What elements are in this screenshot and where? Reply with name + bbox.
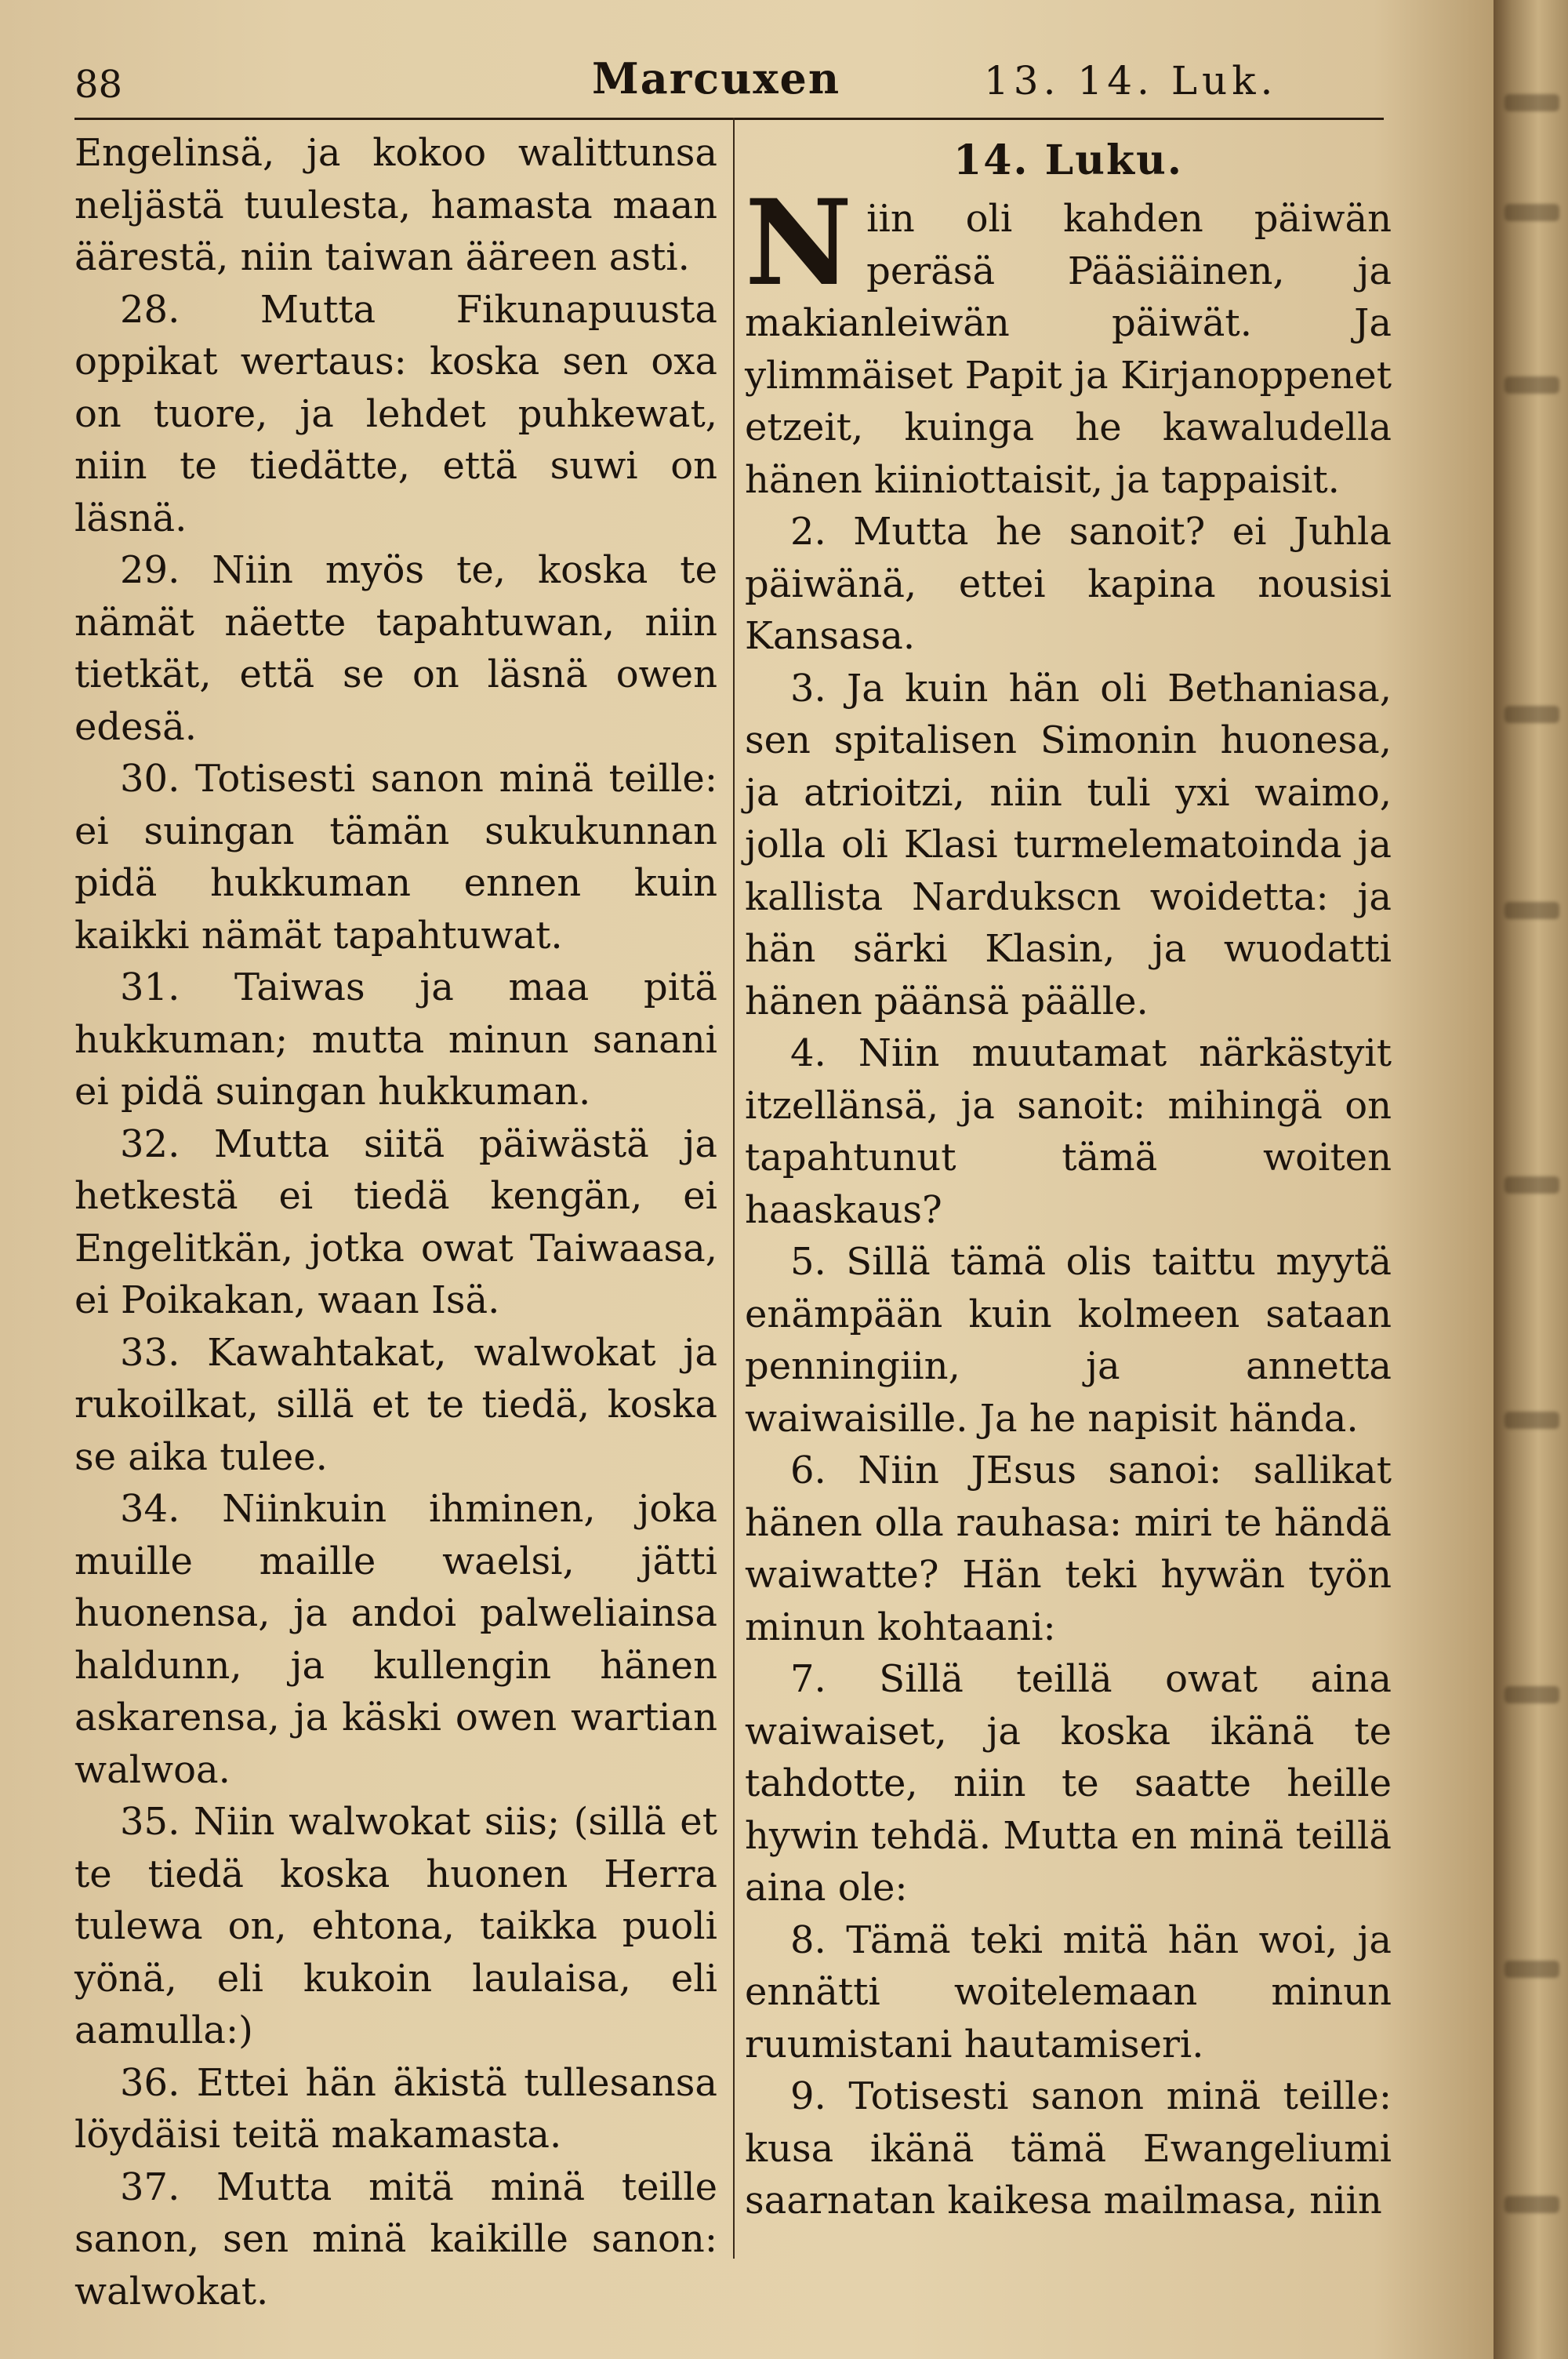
- verse-32: 32. Mutta siitä päiwästä ja hetkestä ei tiedä kengän, ei Engelitkän, jotka owat Taiwaasa, ei Poikakan, waan Isä.: [74, 1121, 717, 1322]
- header-rule: [74, 118, 1384, 120]
- bleed-through-mark: [1504, 2196, 1559, 2213]
- facing-page-edge: [1494, 0, 1568, 2359]
- chapter-opening: [745, 174, 1392, 506]
- verse-9: 9. Totisesti sanon minä teille: kusa ikänä tämä Ewangeliumi saarnatan kaikesa mailmasa, niin: [745, 2074, 1392, 2223]
- bleed-through-mark: [1504, 1686, 1559, 1703]
- verse-30: 30. Totisesti sanon minä teille: ei suingan tämän sukukunnan pidä hukkuman ennen kuin kaikki nämät tapahtuwat.: [74, 757, 717, 958]
- verse-37: 37. Mutta mitä minä teille sanon, sen minä kaikille sanon: walwokat.: [74, 2165, 717, 2314]
- verse-4: 4. Niin muutamat närkästyit itzellänsä, ja sanoit: mihingä on tapahtunut tämä woiten haaskaus?: [745, 1031, 1392, 1232]
- verse-6: 6. Niin JEsus sanoi: sallikat hänen olla rauhasa: miri te händä waiwatte? Hän teki hywän työn minun kohtaani:: [745, 1448, 1392, 1649]
- verse-29: 29. Niin myös te, koska te nämät näette tapahtuwan, niin tietkät, että se on läsnä owen edesä.: [74, 548, 717, 749]
- opening-text: iin oli kahden päiwän peräsä Pääsiäinen, ja makianleiwän päiwät. Ja ylimmäiset Papit ja Kirjanoppenet etzeit, kuinga he kawaludella hänen kiiniottaisit, ja tappaisit.: [745, 197, 1392, 502]
- bleed-through-mark: [1504, 1176, 1559, 1194]
- left-column: [74, 127, 717, 2317]
- bleed-through-mark: [1504, 1961, 1559, 1978]
- column-divider: [733, 118, 735, 2259]
- bleed-through-mark: [1504, 706, 1559, 723]
- verse-35: 35. Niin walwokat siis; (sillä et te tiedä koska huonen Herra tulewa on, ehtona, taikka puoli yönä, eli kukoin laulaisa, eli aamulla:): [74, 1800, 717, 2052]
- page-number: 88: [74, 63, 123, 107]
- verse-2: 2. Mutta he sanoit? ei Juhla päiwänä, ettei kapina nousisi Kansasa.: [745, 510, 1392, 658]
- bleed-through-mark: [1504, 1412, 1559, 1429]
- verse-36: 36. Ettei hän äkistä tullesansa löydäisi teitä makamasta.: [74, 2060, 717, 2157]
- verse-33: 33. Kawahtakat, walwokat ja rukoilkat, sillä et te tiedä, koska se aika tulee.: [74, 1330, 717, 1479]
- bleed-through-mark: [1504, 204, 1559, 221]
- bleed-through-mark: [1504, 376, 1559, 394]
- verse-31: 31. Taiwas ja maa pitä hukkuman; mutta minun sanani ei pidä suingan hukkuman.: [74, 965, 717, 1114]
- bleed-through-mark: [1504, 94, 1559, 111]
- chapter-reference: 13. 14. Luk.: [984, 58, 1278, 104]
- verse-8: 8. Tämä teki mitä hän woi, ja ennätti woitelemaan minun ruumistani hautamiseri.: [745, 1917, 1392, 2066]
- bleed-through-mark: [1504, 902, 1559, 919]
- drop-cap: N: [745, 174, 853, 312]
- verse-34: 34. Niinkuin ihminen, joka muille maille waelsi, jätti huonensa, ja andoi palweliainsa haldunn, ja kullengin hänen askarensa, ja käski owen wartian walwoa.: [74, 1487, 717, 1792]
- verse-3: 3. Ja kuin hän oli Bethaniasa, sen spitalisen Simonin huonesa, ja atrioitzi, niin tuli yxi waimo, jolla oli Klasi turmelematoinda ja kallista Nardukscn woidetta: ja hän särki Klasin, ja wuodatti hänen päänsä päälle.: [745, 666, 1392, 1023]
- verse-28: 28. Mutta Fikunapuusta oppikat wertaus: koska sen oxa on tuore, ja lehdet puhkewat, niin te tiedätte, että suwi on läsnä.: [74, 287, 717, 540]
- verse-7: 7. Sillä teillä owat aina waiwaiset, ja koska ikänä te tahdotte, niin te saatte heille hywin tehdä. Mutta en minä teillä aina ole:: [745, 1657, 1392, 1910]
- chapter-heading: 14. Luku.: [953, 136, 1183, 184]
- running-title: Marcuxen: [592, 53, 841, 104]
- verse-continuation: Engelinsä, ja kokoo walittunsa neljästä tuulesta, hamasta maan äärestä, niin taiwan ääreen asti.: [74, 131, 717, 279]
- page-header: [74, 53, 1376, 116]
- right-column: [745, 127, 1392, 2227]
- verse-5: 5. Sillä tämä olis taittu myytä enämpään kuin kolmeen sataan penningiin, ja annetta waiwaisille. Ja he napisit hända.: [745, 1240, 1392, 1441]
